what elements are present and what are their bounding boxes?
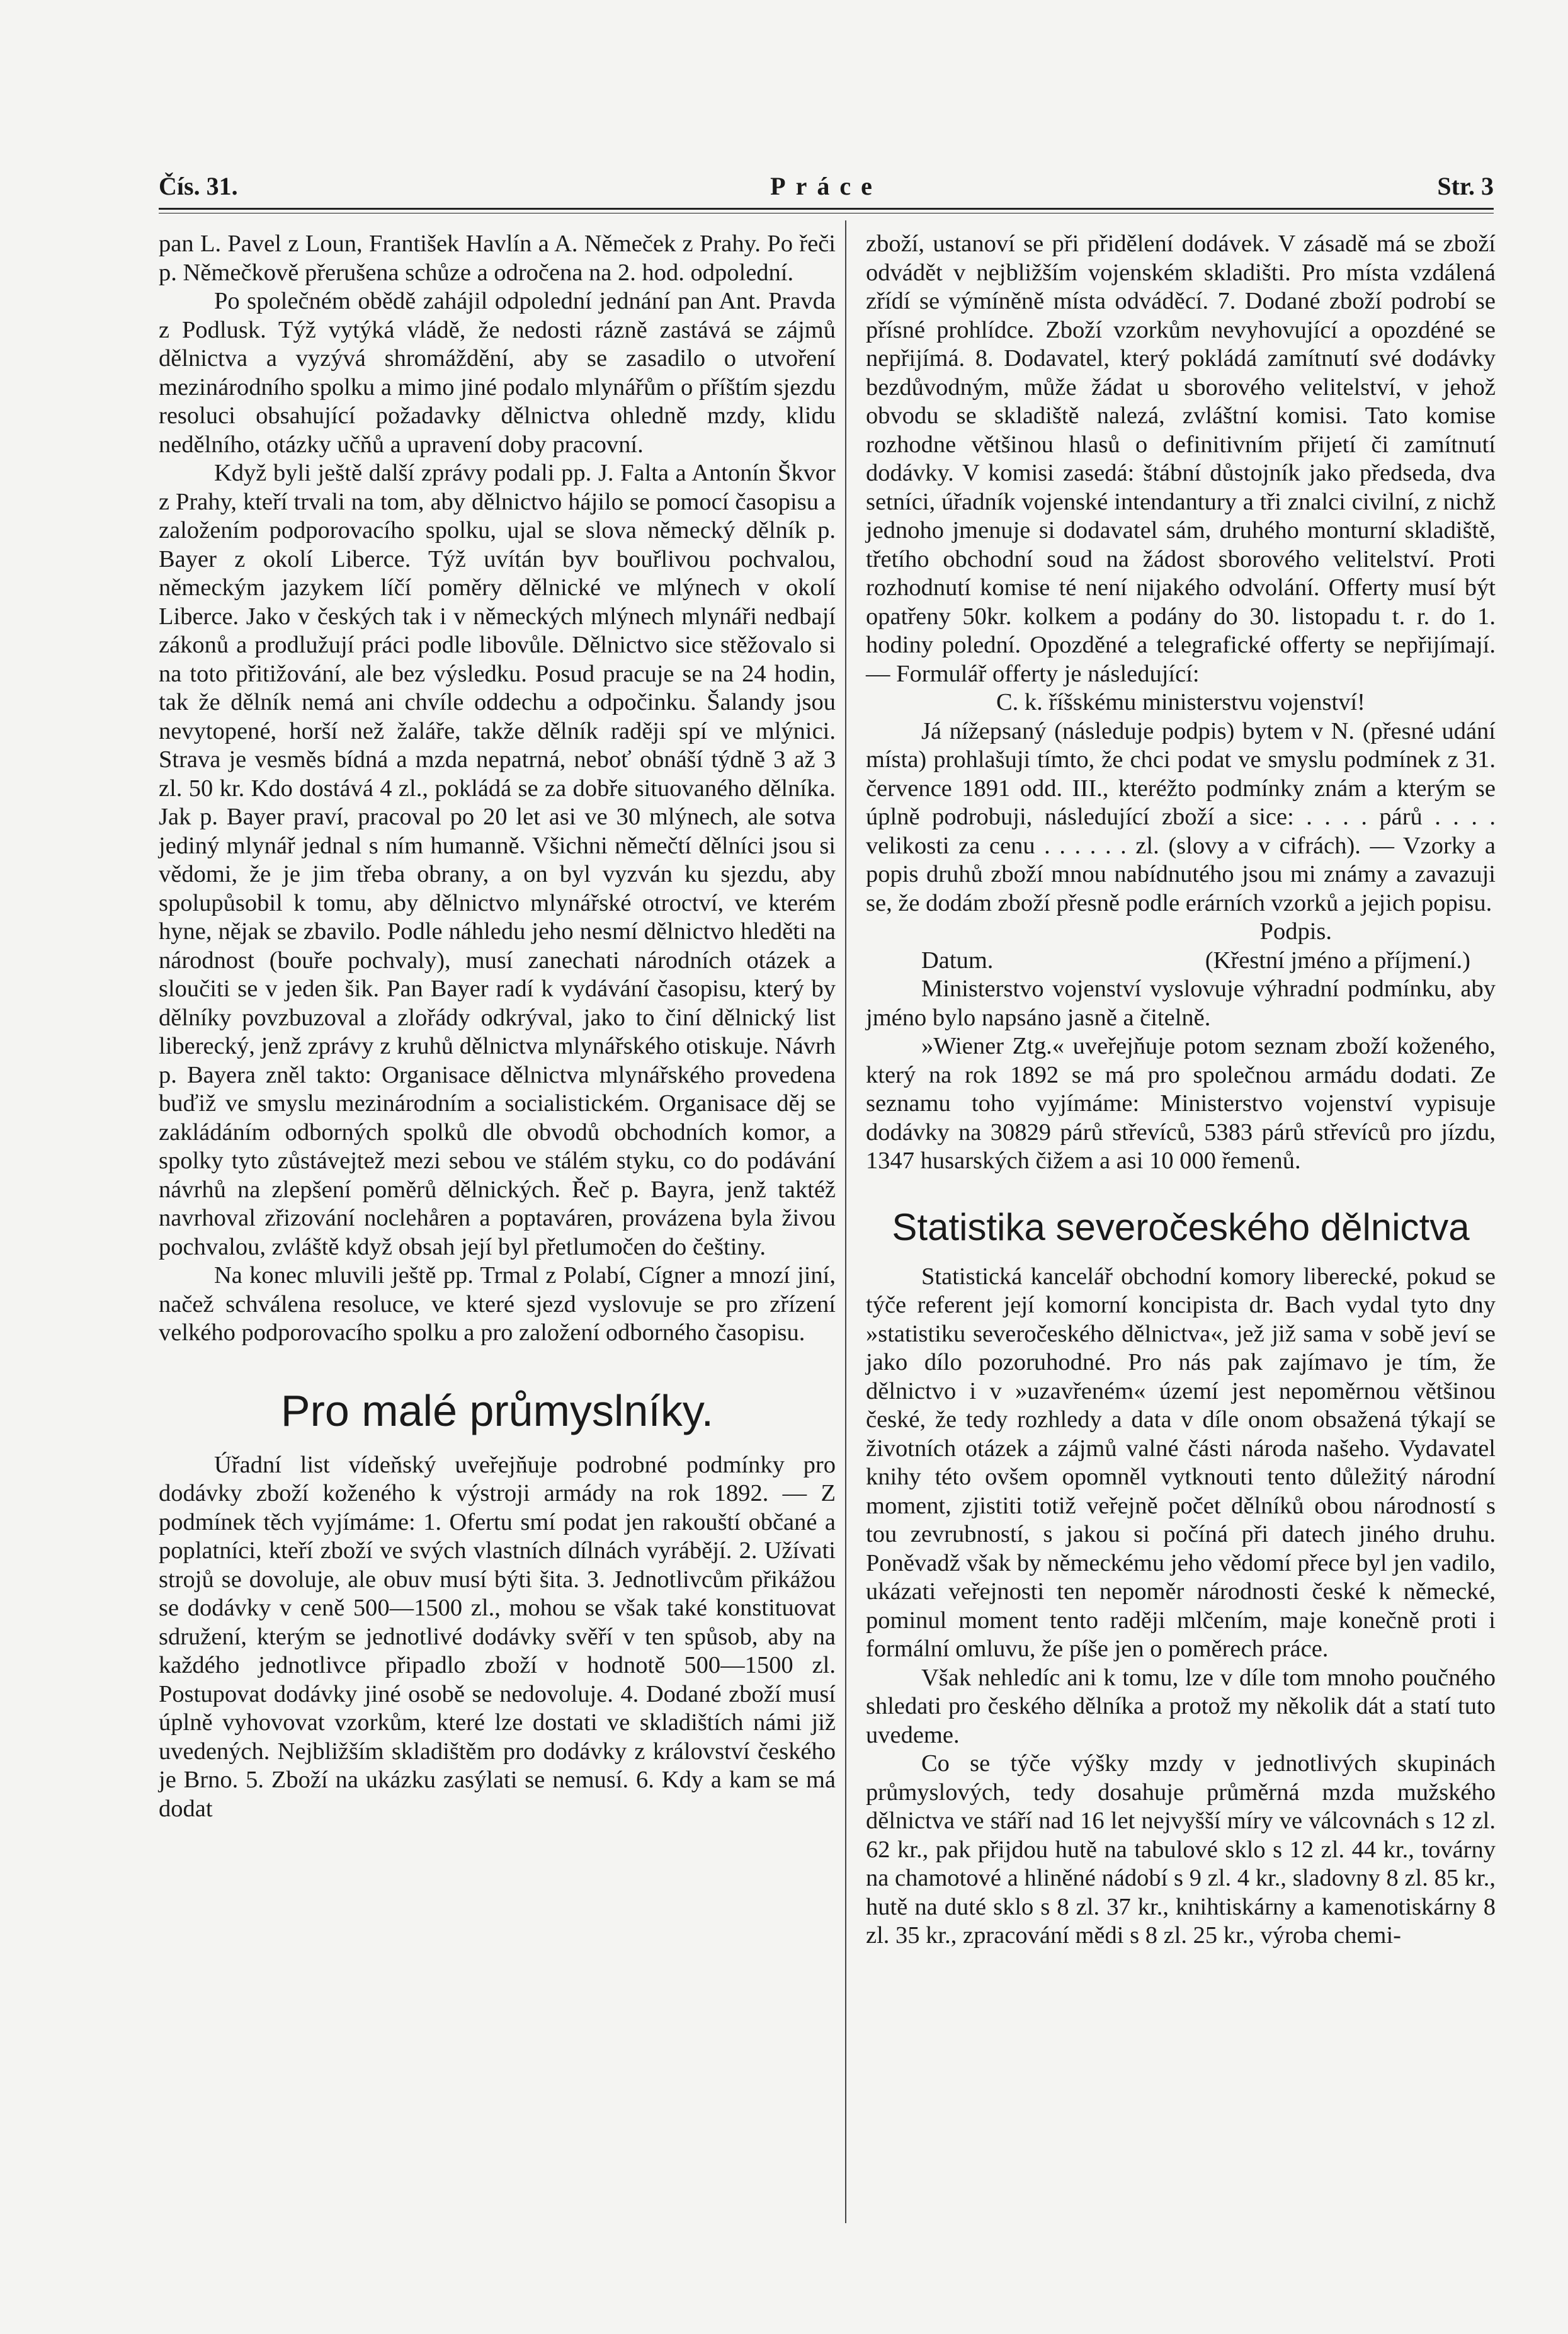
paragraph: Však nehledíc ani k tomu, lze v díle tom mnoho poučného shledati pro českého dělníka a protož my několik dát a statí tuto uvedeme.: [866, 1664, 1496, 1748]
article-heading: Statistika severočeského dělnictva: [892, 1205, 1470, 1248]
article-heading: Pro malé průmyslníky.: [280, 1386, 714, 1435]
form-date: Datum.: [921, 947, 994, 974]
right-column: [866, 230, 1496, 1950]
paragraph: Úřadní list vídeňský uveřejňuje podrobné podmínky pro dodávky zboží koženého k výstroji armády na rok 1892. — Z podmínek těch vyjímáme: 1. Ofertu smí podat jen rakouští občané a poplatníci, kteří zboží ve svých vlastních dílnách vyrábějí. 2. Užívati strojů se dovoluje, ale obuv musí býti šita. 3. Jednotlivcům přikážou se dodávky v ceně 500—1500 zl., mohou se však také konstituovat sdružení, kterým se jednotlivé dodávky svěří v ten spůsob, aby na každého jednotlivce připadlo zboží v hodnotě 500—1500 zl. Postupovat dodávky jiné osobě se nedovoluje. 4. Dodané zboží musí úplně vyhovovat vzorkům, které lze dostati ve skladištích námi již uvedených. Nejbližším skladištěm pro dodávky z království českého je Brno. 5. Zboží na ukázku zasýlati se nemusí. 6. Kdy a kam se má dodat: [159, 1451, 836, 1822]
paragraph: Když byli ještě další zprávy podali pp. J. Falta a Antonín Škvor z Prahy, kteří trvali na tom, aby dělnictvo hájilo se pomocí časopisu a založením podporovacího spolku, ujal se slova německý dělník p. Bayer z okolí Liberce. Týž uvítán byv bouřlivou pochvalou, německým jazykem líčí poměry dělnické ve mlýnech v okolí Liberce. Jako v českých tak i v německých mlýnech mlynáři nedbají zákonů a prodlužují práci podle libovůle. Dělnictvo sice stěžovalo si na toto přitižování, ale bez výsledku. Posud pracuje se na 24 hodin, tak že dělník nemá ani chvíle oddechu a odpočinku. Šalandy jsou nevytopené, horší než žaláře, takže dělník raději spí ve mlýnici. Strava je vesměs bídná a mzda nepatrná, neboť obnáší týdně 3 až 3 zl. 50 kr. Kdo dostává 4 zl., pokládá se za dobře situovaného dělníka. Jak p. Bayer praví, pracoval po 20 let asi ve 30 mlýnech, ale sotva jediný mlynář jednal s ním humanně. Všichni němečtí dělníci jsou si vědomi, že je jim třeba obrany, a on byl vyzván ku sjezdu, aby spolupůsobil k tomu, aby dělnictvo mlynářské otroctví, ve kterém hyne, nějak se zbavilo. Podle náhledu jeho nesmí dělnictvo hleděti na národnost (bouře pochvaly), musí zanechati národních otázek a sloučiti se v jeden šik. Pan Bayer radí k vydávání časopisu, který by dělníky povzbuzoval a zlořády odkrýval, jako to činí dělnický list liberecký, jenž zprávy z kruhů dělnictva mlynářského otiskuje. Návrh p. Bayera zněl takto: Organisace dělnictva mlynářského provedena buďiž ve smyslu mezinárodním a socialistickém. Organisace děj se zakládáním odborných spolků dle obvodů obchodních komor, a spolky tyto zůstávejtež mezi sebou ve stálém styku, co do podávání návrhů na zlepšení poměrů dělnických. Řeč p. Bayra, jenž taktéž navrhoval zřizování noclehåren a poptaváren, provázena byla živou pochvalou, zvláště když obsah její byl přetlumočen do češtiny.: [159, 460, 836, 1260]
issue-number: Čís. 31.: [159, 172, 238, 200]
paragraph: Po společném obědě zahájil odpolední jednání pan Ant. Pravda z Podlusk. Týž vytýká vládě, že nedosti rázně zastává se zájmů dělnictva a vyzývá shromáždění, aby se zasadilo o utvoření mezinárodního spolku a mimo jiné podalo mlynářům o příštím sjezdu resoluci obsahující požadavky dělnictva ohledně mzdy, klidu nedělního, otázky učňů a upravení doby pracovní.: [159, 288, 836, 458]
form-paragraph: Já nížepsaný (následuje podpis) bytem v N. (přesné udání místa) prohlašuji tímto, že chci podat ve smyslu podmínek z 31. července 1891 odd. III., kteréžto podmínky znám a kterým se úplně podrobuji, následující zboží a sice: . . . . párů . . . . velikosti za cenu . . . . . . zl. (slovy a v cifrách). — Vzorky a popis druhů zboží mnou nabídnutého jsou mi známy a zavazuji se, že dodám zboží přesně podle erárních vzorků a jejich popisu.: [866, 717, 1496, 916]
form-address: C. k. říšskému ministerstvu vojenství!: [996, 689, 1366, 715]
paragraph: pan L. Pavel z Loun, František Havlín a A. Němeček z Prahy. Po řeči p. Němečkově přerušena schůze a odročena na 2. hod. odpolední.: [159, 231, 836, 286]
form-signature: Podpis.: [1259, 918, 1332, 945]
paragraph: zboží, ustanoví se při přidělení dodávek. V zásadě má se zboží odvádět v nejbližším vojenském skladišti. Pro místa vzdálená zřídí se výmíněně místa odváděcí. 7. Dodané zboží podrobí se přísné prohlídce. Zboží vzorkům nevyhovující a opozdéné se nepřijímá. 8. Dodavatel, který pokládá zamítnutí své dodávky bezdůvodným, může žádat u sborového velitelství, v jehož obvodu se skladiště nalezá, zvláštní komisi. Tato komise rozhodne většinou hlasů o definitivním přijetí či zamítnutí dodávky. V komisi zasedá: štábní důstojník jako předseda, dva setníci, úřadník vojenské intendantury a tři znalci civilní, z nichž jednoho jmenuje si dodavatel sám, druhého monturní skladiště, třetího obchodní soud na žádost sborového velitelství. Proti rozhodnutí komise té není nijakého odvolání. Offerty musí být opatřeny 50kr. kolkem a podány do 30. listopadu t. r. do 1. hodiny polední. Opozděné a telegrafické offerty se nepřijímají. — Formulář offerty je následující:: [866, 231, 1496, 687]
page-number: Str. 3: [1437, 172, 1494, 200]
header-rule: [159, 208, 1494, 210]
paragraph: Statistická kancelář obchodní komory liberecké, pokud se týče referent její komorní koncipista dr. Bach vydal tyto dny »statistiku severočeského dělnictva«, jež již sama v sobě jeví se jako dílo pozoruhodné. Pro nás pak zajímavo je tím, že dělnictvo i v »uzavřeném« území jest nepoměrnou většinou české, že tedy rozhledy a data v díle onom obsažená týkají se životních otázek a zájmů valné části národa našeho. Vydavatel knihy této ovšem opomněl vytknouti tento důležitý národní moment, zjistiti totiž veřejně počet dělníků obou národností s tou zevrubností, s jakou si počíná při datech jiného druhu. Poněvadž však by německému jeho vědomí přece byl jen vadilo, ukázati veřejnosti ten nepoměr národnosti české k německé, pominul moment tento raději mlčením, maje konečně proti i formální omluvu, že píše jen o poměrech práce.: [866, 1263, 1496, 1662]
paragraph: Na konec mluvili ještě pp. Trmal z Polabí, Cígner a mnozí jiní, načež schválena resoluce, ve které sjezd vyslovuje se pro zřízení velkého podporovacího spolku a pro založení odborného časopisu.: [159, 1262, 836, 1346]
column-divider: [845, 220, 846, 2223]
left-column: [159, 230, 836, 1823]
form-name: (Křestní jméno a příjmení.): [1205, 947, 1470, 974]
paragraph: Co se týče výšky mzdy v jednotlivých skupinách průmyslových, tedy dosahuje průměrná mzda mužského dělnictva ve stáří nad 16 let nejvyšší míry ve válcovnách s 12 zl. 62 kr., pak přijdou hutě na tabulové sklo s 12 zl. 44 kr., továrny na chamotové a hliněné nádobí s 9 zl. 4 kr., sladovny 8 zl. 85 kr., hutě na duté sklo s 8 zl. 37 kr., knihtiskárny a kamenotiskárny 8 zl. 35 kr., zpracování mědi s 8 zl. 25 kr., výroba chemi-: [866, 1750, 1496, 1949]
paragraph: »Wiener Ztg.« uveřejňuje potom seznam zboží koženého, který na rok 1892 se má pro společnou armádu dodati. Ze seznamu toho vyjímáme: Ministerstvo vojenství vypisuje dodávky na 30829 párů střevíců, 5383 párů střevíců pro jízdu, 1347 husarských čižem a asi 10 000 řemenů.: [866, 1033, 1496, 1174]
form-date-line: [866, 947, 1496, 976]
newspaper-title: Práce: [770, 172, 882, 200]
page-header: [159, 171, 1494, 209]
paragraph: Ministerstvo vojenství vyslovuje výhradní podmínku, aby jméno bylo napsáno jasně a čitelně.: [866, 976, 1496, 1031]
